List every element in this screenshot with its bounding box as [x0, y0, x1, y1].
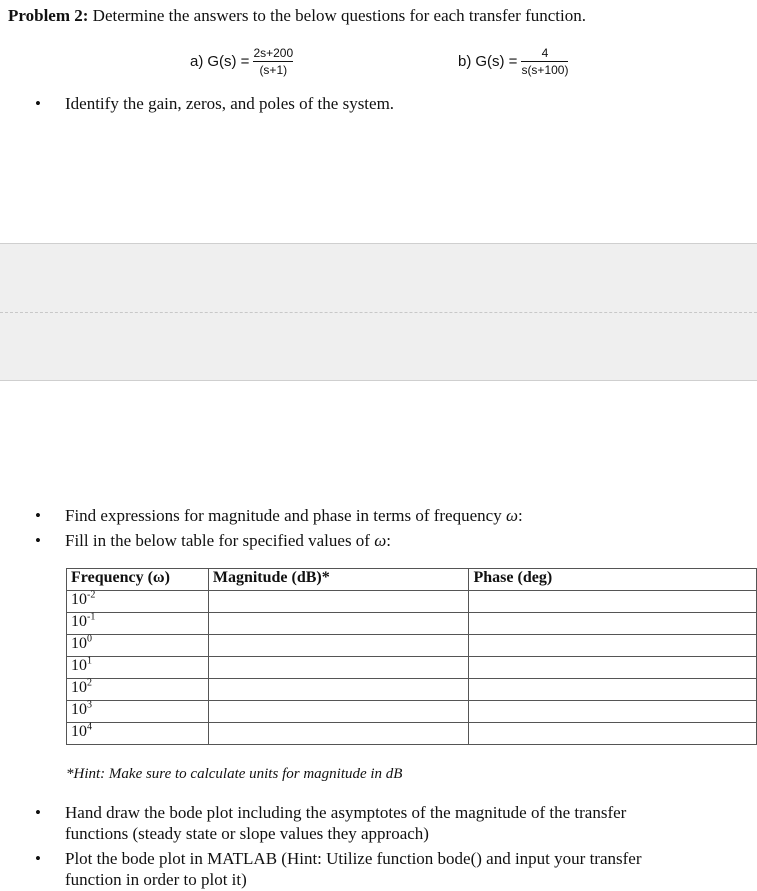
table-row — [67, 701, 757, 723]
tf-a-numerator: 2s+200 — [253, 46, 294, 60]
band-bottom-rule — [0, 380, 757, 381]
problem-heading — [8, 6, 586, 26]
frequency-base: 10 — [71, 657, 87, 674]
frequency-cell — [67, 591, 209, 613]
frequency-table — [66, 568, 757, 745]
frequency-cell — [67, 679, 209, 701]
problem-label: Problem 2: — [8, 6, 89, 25]
frequency-cell — [67, 613, 209, 635]
bullet-fill-table — [35, 531, 735, 553]
frequency-base: 10 — [71, 723, 87, 740]
tf-b-numerator: 4 — [541, 46, 549, 60]
tf-a-denominator: (s+1) — [259, 63, 288, 77]
table-row — [67, 591, 757, 613]
bullet-identify-text: Identify the gain, zeros, and poles of the system. — [65, 94, 395, 113]
bullet-matlab — [35, 848, 750, 891]
tf-a-prefix: a) — [190, 53, 204, 70]
omega-symbol: ω — [374, 531, 387, 550]
tf-b-fraction — [521, 46, 568, 77]
phase-cell[interactable] — [469, 591, 757, 613]
phase-cell[interactable] — [469, 701, 757, 723]
phase-cell[interactable] — [469, 657, 757, 679]
tf-b-denominator: s(s+100) — [521, 63, 569, 77]
bullet-fill-table-line: Fill in the below table for specified values of ω: — [65, 531, 391, 550]
bullet-expressions-line: Find expressions for magnitude and phase in terms of frequency ω: — [65, 506, 523, 525]
frequency-cell — [67, 723, 209, 745]
column-header-frequency: Frequency (ω) — [67, 569, 209, 591]
table-header-row — [67, 569, 757, 591]
frequency-exponent: 2 — [87, 677, 92, 689]
tf-a-lhs: G(s) = — [207, 53, 250, 70]
bullet-hand-draw-line-2: functions (steady state or slope values they approach) — [65, 824, 429, 843]
tf-b-prefix: b) — [458, 53, 472, 70]
column-header-phase: Phase (deg) — [469, 569, 757, 591]
magnitude-cell[interactable] — [208, 723, 469, 745]
bullet-dot: • — [35, 849, 41, 868]
table-row — [67, 613, 757, 635]
magnitude-cell[interactable] — [208, 679, 469, 701]
omega-symbol: ω — [505, 506, 518, 525]
frequency-cell — [67, 657, 209, 679]
frequency-exponent: 4 — [87, 721, 92, 733]
bullet-dot: • — [35, 506, 41, 525]
frequency-exponent: 3 — [87, 699, 92, 711]
bullet-fill-table-text: Fill in the below table for specified values of — [65, 531, 370, 550]
phase-cell[interactable] — [469, 723, 757, 745]
magnitude-cell[interactable] — [208, 635, 469, 657]
transfer-function-a — [190, 46, 293, 77]
magnitude-cell[interactable] — [208, 591, 469, 613]
bullet-dot: • — [35, 531, 41, 550]
fraction-bar — [521, 61, 568, 62]
table-row — [67, 723, 757, 745]
column-header-magnitude: Magnitude (dB)* — [208, 569, 469, 591]
frequency-exponent: 0 — [87, 633, 92, 645]
bullet-expressions — [35, 506, 735, 528]
tf-b-lhs: G(s) = — [475, 53, 518, 70]
frequency-base: 10 — [71, 613, 87, 630]
frequency-exponent: 1 — [87, 655, 92, 667]
problem-text: Determine the answers to the below questions for each transfer function. — [92, 6, 586, 25]
bullet-identify — [35, 94, 735, 116]
phase-cell[interactable] — [469, 613, 757, 635]
bullet-hand-draw-line-1: Hand draw the bode plot including the asymptotes of the magnitude of the transfer — [65, 803, 627, 822]
table-row — [67, 657, 757, 679]
table-row — [67, 679, 757, 701]
bullet-matlab-line-1: Plot the bode plot in MATLAB (Hint: Utilize function bode() and input your transfer — [65, 849, 642, 868]
bullet-dot: • — [35, 94, 41, 113]
magnitude-cell[interactable] — [208, 701, 469, 723]
phase-cell[interactable] — [469, 635, 757, 657]
magnitude-cell[interactable] — [208, 657, 469, 679]
fraction-bar — [253, 61, 293, 62]
frequency-base: 10 — [71, 591, 87, 608]
frequency-exponent: -1 — [87, 611, 96, 623]
frequency-cell — [67, 701, 209, 723]
magnitude-cell[interactable] — [208, 613, 469, 635]
tf-a-fraction — [253, 46, 293, 77]
magnitude-hint: *Hint: Make sure to calculate units for magnitude in dB — [66, 766, 403, 782]
bullet-expressions-text: Find expressions for magnitude and phase in terms of frequency — [65, 506, 502, 525]
phase-cell[interactable] — [469, 679, 757, 701]
bullet-dot: • — [35, 803, 41, 822]
bullet-hand-draw — [35, 802, 750, 846]
dashed-separator — [0, 312, 757, 313]
frequency-base: 10 — [71, 635, 87, 652]
transfer-function-b — [458, 46, 568, 77]
table-row — [67, 635, 757, 657]
frequency-cell — [67, 635, 209, 657]
frequency-base: 10 — [71, 701, 87, 718]
bullet-matlab-line-2: function in order to plot it) — [65, 870, 247, 889]
bullet-matlab-text — [65, 848, 641, 890]
bullet-hand-draw-text — [65, 802, 626, 844]
frequency-base: 10 — [71, 679, 87, 696]
frequency-exponent: -2 — [87, 589, 96, 601]
